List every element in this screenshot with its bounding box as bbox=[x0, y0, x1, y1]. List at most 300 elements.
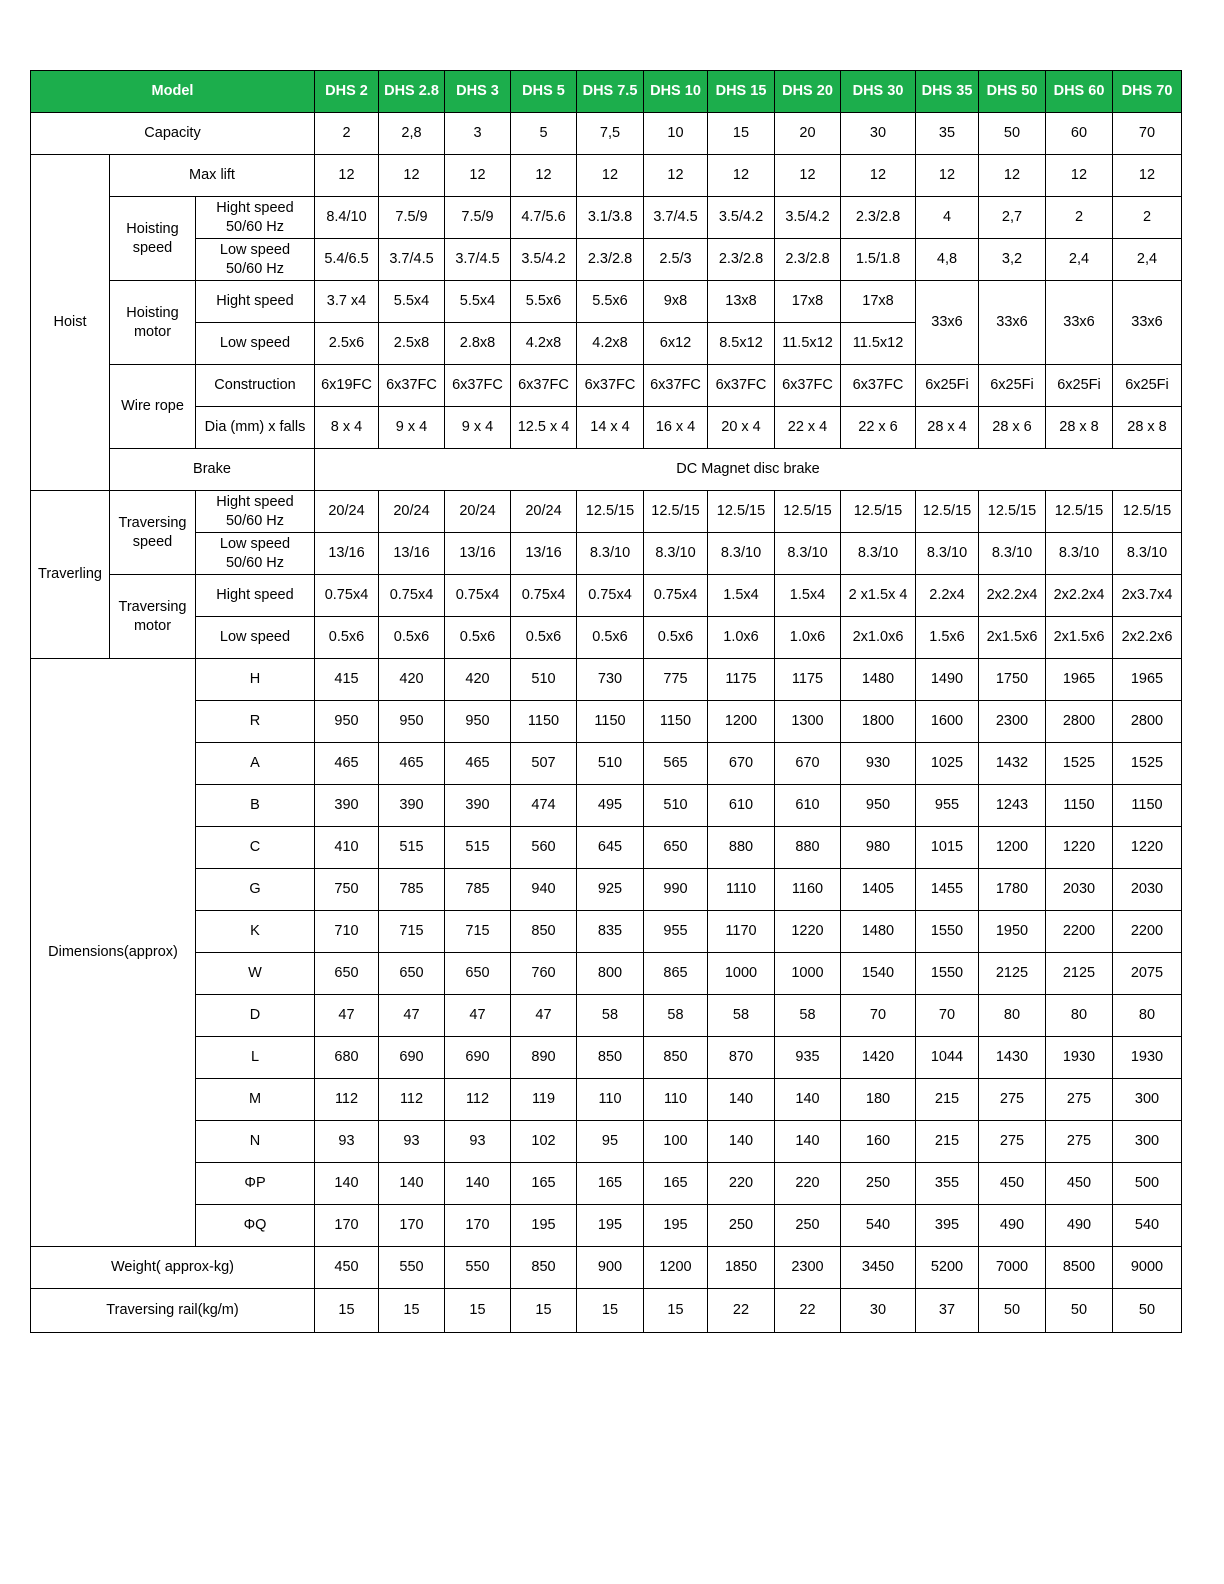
hoisting-motor-high-value: 5.5x6 bbox=[511, 281, 577, 323]
traversing-rail-value: 15 bbox=[379, 1289, 445, 1333]
dimension-value: 47 bbox=[379, 995, 445, 1037]
dimension-value: 58 bbox=[775, 995, 841, 1037]
traversing-speed-label: Traversing speed bbox=[110, 491, 196, 575]
hoisting-motor-low-value: 8.5x12 bbox=[708, 323, 775, 365]
traversing-motor-low-label: Low speed bbox=[196, 617, 315, 659]
dimension-value: 880 bbox=[775, 827, 841, 869]
dimension-value: 390 bbox=[379, 785, 445, 827]
wire-rope-construction-value: 6x37FC bbox=[511, 365, 577, 407]
dimension-row bbox=[31, 995, 1182, 1037]
dimension-value: 1800 bbox=[841, 701, 916, 743]
hoisting-speed-low-label: Low speed 50/60 Hz bbox=[196, 239, 315, 281]
traversing-motor-low-value: 0.5x6 bbox=[445, 617, 511, 659]
dimension-value: 390 bbox=[445, 785, 511, 827]
hoisting-motor-merged-value: 33x6 bbox=[1046, 281, 1113, 365]
dimension-value: 1930 bbox=[1113, 1037, 1182, 1079]
hoisting-speed-high-value: 3.1/3.8 bbox=[577, 197, 644, 239]
dimension-value: 195 bbox=[577, 1205, 644, 1247]
traversing-motor-low-value: 0.5x6 bbox=[379, 617, 445, 659]
capacity-value: 30 bbox=[841, 113, 916, 155]
dimension-value: 275 bbox=[979, 1121, 1046, 1163]
dimension-value: 1780 bbox=[979, 869, 1046, 911]
dimension-value: 390 bbox=[315, 785, 379, 827]
dimension-value: 275 bbox=[1046, 1121, 1113, 1163]
dimension-symbol: G bbox=[196, 869, 315, 911]
hoisting-speed-high-value: 3.7/4.5 bbox=[644, 197, 708, 239]
dimension-symbol: ΦQ bbox=[196, 1205, 315, 1247]
dimension-value: 760 bbox=[511, 953, 577, 995]
dimension-value: 140 bbox=[708, 1121, 775, 1163]
dimension-row bbox=[31, 1163, 1182, 1205]
dimension-value: 1930 bbox=[1046, 1037, 1113, 1079]
traversing-speed-low-value: 8.3/10 bbox=[708, 533, 775, 575]
dimension-value: 165 bbox=[511, 1163, 577, 1205]
traversing-speed-low-value: 8.3/10 bbox=[979, 533, 1046, 575]
max-lift-value: 12 bbox=[379, 155, 445, 197]
dimension-value: 1044 bbox=[916, 1037, 979, 1079]
dimension-value: 220 bbox=[708, 1163, 775, 1205]
traversing-speed-low-value: 13/16 bbox=[379, 533, 445, 575]
dimension-value: 165 bbox=[577, 1163, 644, 1205]
brake-value: DC Magnet disc brake bbox=[315, 449, 1182, 491]
wire-rope-dia-row bbox=[31, 407, 1182, 449]
weight-value: 1200 bbox=[644, 1247, 708, 1289]
wire-rope-dia-value: 22 x 4 bbox=[775, 407, 841, 449]
header-model-name: DHS 7.5 bbox=[577, 71, 644, 113]
header-model-name: DHS 15 bbox=[708, 71, 775, 113]
dimensions-label: Dimensions(approx) bbox=[31, 659, 196, 1247]
dimension-symbol: A bbox=[196, 743, 315, 785]
traversing-speed-high-value: 12.5/15 bbox=[841, 491, 916, 533]
dimension-value: 474 bbox=[511, 785, 577, 827]
max-lift-row bbox=[31, 155, 1182, 197]
weight-value: 7000 bbox=[979, 1247, 1046, 1289]
dimension-value: 1160 bbox=[775, 869, 841, 911]
dimension-value: 2800 bbox=[1046, 701, 1113, 743]
dimension-value: 355 bbox=[916, 1163, 979, 1205]
dimension-value: 140 bbox=[775, 1079, 841, 1121]
hoisting-speed-low-value: 1.5/1.8 bbox=[841, 239, 916, 281]
dimension-value: 750 bbox=[315, 869, 379, 911]
dimension-value: 112 bbox=[445, 1079, 511, 1121]
wire-rope-construction-value: 6x37FC bbox=[841, 365, 916, 407]
traversing-rail-value: 50 bbox=[1113, 1289, 1182, 1333]
hoisting-speed-label: Hoisting speed bbox=[110, 197, 196, 281]
traversing-speed-high-label: Hight speed 50/60 Hz bbox=[196, 491, 315, 533]
traversing-motor-low-value: 2x1.0x6 bbox=[841, 617, 916, 659]
wire-rope-construction-value: 6x37FC bbox=[708, 365, 775, 407]
dimension-symbol: ΦP bbox=[196, 1163, 315, 1205]
dimension-row bbox=[31, 1037, 1182, 1079]
dimension-value: 93 bbox=[315, 1121, 379, 1163]
wire-rope-dia-value: 22 x 6 bbox=[841, 407, 916, 449]
dimension-value: 650 bbox=[379, 953, 445, 995]
hoisting-motor-high-value: 5.5x6 bbox=[577, 281, 644, 323]
hoisting-motor-merged-value: 33x6 bbox=[1113, 281, 1182, 365]
dimension-value: 1525 bbox=[1046, 743, 1113, 785]
max-lift-value: 12 bbox=[1113, 155, 1182, 197]
dimension-value: 58 bbox=[577, 995, 644, 1037]
dimension-symbol: K bbox=[196, 911, 315, 953]
dimension-value: 110 bbox=[644, 1079, 708, 1121]
dimension-value: 1220 bbox=[775, 911, 841, 953]
capacity-value: 2 bbox=[315, 113, 379, 155]
dimension-row bbox=[31, 827, 1182, 869]
traversing-speed-high-value: 12.5/15 bbox=[1046, 491, 1113, 533]
hoisting-motor-low-value: 2.5x8 bbox=[379, 323, 445, 365]
dimension-value: 950 bbox=[315, 701, 379, 743]
dimension-value: 650 bbox=[644, 827, 708, 869]
brake-label: Brake bbox=[110, 449, 315, 491]
traversing-motor-low-value: 2x2.2x6 bbox=[1113, 617, 1182, 659]
header-model-name: DHS 2 bbox=[315, 71, 379, 113]
wire-rope-construction-value: 6x37FC bbox=[445, 365, 511, 407]
hoisting-speed-high-value: 7.5/9 bbox=[379, 197, 445, 239]
traversing-motor-high-row bbox=[31, 575, 1182, 617]
dimension-value: 1550 bbox=[916, 911, 979, 953]
hoist-group-label: Hoist bbox=[31, 155, 110, 491]
traversing-motor-label: Traversing motor bbox=[110, 575, 196, 659]
dimension-value: 1490 bbox=[916, 659, 979, 701]
hoisting-motor-high-value: 17x8 bbox=[775, 281, 841, 323]
max-lift-label: Max lift bbox=[110, 155, 315, 197]
traversing-speed-low-value: 13/16 bbox=[315, 533, 379, 575]
traversing-motor-low-value: 1.5x6 bbox=[916, 617, 979, 659]
hoisting-motor-high-value: 13x8 bbox=[708, 281, 775, 323]
capacity-value: 70 bbox=[1113, 113, 1182, 155]
dimension-value: 250 bbox=[708, 1205, 775, 1247]
hoisting-motor-low-value: 2.5x6 bbox=[315, 323, 379, 365]
hoisting-speed-low-value: 2.5/3 bbox=[644, 239, 708, 281]
dimension-value: 1110 bbox=[708, 869, 775, 911]
wire-rope-dia-value: 12.5 x 4 bbox=[511, 407, 577, 449]
hoisting-motor-label: Hoisting motor bbox=[110, 281, 196, 365]
dimension-value: 1432 bbox=[979, 743, 1046, 785]
traversing-speed-high-value: 12.5/15 bbox=[644, 491, 708, 533]
dimension-row bbox=[31, 659, 1182, 701]
dimension-value: 690 bbox=[379, 1037, 445, 1079]
wire-rope-dia-value: 28 x 4 bbox=[916, 407, 979, 449]
header-model-name: DHS 3 bbox=[445, 71, 511, 113]
dimension-value: 2030 bbox=[1113, 869, 1182, 911]
dimension-value: 730 bbox=[577, 659, 644, 701]
traversing-motor-high-value: 0.75x4 bbox=[644, 575, 708, 617]
max-lift-value: 12 bbox=[708, 155, 775, 197]
dimension-value: 195 bbox=[511, 1205, 577, 1247]
dimension-value: 1430 bbox=[979, 1037, 1046, 1079]
hoisting-speed-low-value: 2.3/2.8 bbox=[708, 239, 775, 281]
weight-value: 1850 bbox=[708, 1247, 775, 1289]
dimension-value: 250 bbox=[775, 1205, 841, 1247]
dimension-value: 215 bbox=[916, 1079, 979, 1121]
dimension-value: 1015 bbox=[916, 827, 979, 869]
dimension-value: 465 bbox=[315, 743, 379, 785]
wire-rope-dia-value: 9 x 4 bbox=[445, 407, 511, 449]
dimension-symbol: B bbox=[196, 785, 315, 827]
dimension-value: 250 bbox=[841, 1163, 916, 1205]
dimension-value: 300 bbox=[1113, 1079, 1182, 1121]
header-model-name: DHS 20 bbox=[775, 71, 841, 113]
dimension-symbol: H bbox=[196, 659, 315, 701]
dimension-value: 2125 bbox=[979, 953, 1046, 995]
capacity-value: 10 bbox=[644, 113, 708, 155]
max-lift-value: 12 bbox=[979, 155, 1046, 197]
weight-value: 8500 bbox=[1046, 1247, 1113, 1289]
wire-rope-construction-row bbox=[31, 365, 1182, 407]
capacity-label: Capacity bbox=[31, 113, 315, 155]
dimension-value: 2300 bbox=[979, 701, 1046, 743]
dimension-value: 800 bbox=[577, 953, 644, 995]
max-lift-value: 12 bbox=[511, 155, 577, 197]
dimension-value: 870 bbox=[708, 1037, 775, 1079]
traversing-motor-high-value: 0.75x4 bbox=[379, 575, 445, 617]
dimension-value: 1220 bbox=[1046, 827, 1113, 869]
hoisting-motor-high-value: 3.7 x4 bbox=[315, 281, 379, 323]
dimension-value: 1200 bbox=[708, 701, 775, 743]
dimension-value: 560 bbox=[511, 827, 577, 869]
dimension-value: 1150 bbox=[1046, 785, 1113, 827]
dimension-row bbox=[31, 1205, 1182, 1247]
wire-rope-dia-value: 20 x 4 bbox=[708, 407, 775, 449]
header-model-name: DHS 2.8 bbox=[379, 71, 445, 113]
weight-value: 550 bbox=[445, 1247, 511, 1289]
wire-rope-construction-value: 6x19FC bbox=[315, 365, 379, 407]
hoisting-speed-low-value: 5.4/6.5 bbox=[315, 239, 379, 281]
dimension-value: 1455 bbox=[916, 869, 979, 911]
traversing-speed-high-row bbox=[31, 491, 1182, 533]
dimension-value: 170 bbox=[379, 1205, 445, 1247]
dimension-value: 980 bbox=[841, 827, 916, 869]
dimension-value: 990 bbox=[644, 869, 708, 911]
header-model-name: DHS 50 bbox=[979, 71, 1046, 113]
dimension-value: 1170 bbox=[708, 911, 775, 953]
hoisting-motor-low-value: 2.8x8 bbox=[445, 323, 511, 365]
dimension-value: 890 bbox=[511, 1037, 577, 1079]
traversing-motor-low-value: 1.0x6 bbox=[775, 617, 841, 659]
dimension-value: 1243 bbox=[979, 785, 1046, 827]
dimension-value: 70 bbox=[841, 995, 916, 1037]
dimension-row bbox=[31, 1121, 1182, 1163]
dimension-value: 2200 bbox=[1046, 911, 1113, 953]
wire-rope-construction-value: 6x25Fi bbox=[1046, 365, 1113, 407]
traversing-speed-high-value: 12.5/15 bbox=[708, 491, 775, 533]
dimension-value: 1175 bbox=[708, 659, 775, 701]
dimension-value: 955 bbox=[644, 911, 708, 953]
wire-rope-construction-value: 6x37FC bbox=[379, 365, 445, 407]
wire-rope-dia-value: 16 x 4 bbox=[644, 407, 708, 449]
weight-value: 850 bbox=[511, 1247, 577, 1289]
dimension-value: 785 bbox=[445, 869, 511, 911]
wire-rope-construction-value: 6x37FC bbox=[644, 365, 708, 407]
capacity-value: 50 bbox=[979, 113, 1046, 155]
hoisting-speed-low-value: 2.3/2.8 bbox=[775, 239, 841, 281]
dimension-value: 1750 bbox=[979, 659, 1046, 701]
traversing-motor-high-value: 0.75x4 bbox=[445, 575, 511, 617]
hoisting-speed-low-value: 3.7/4.5 bbox=[445, 239, 511, 281]
dimension-value: 47 bbox=[445, 995, 511, 1037]
dimension-value: 940 bbox=[511, 869, 577, 911]
traversing-rail-value: 50 bbox=[979, 1289, 1046, 1333]
dimension-value: 140 bbox=[315, 1163, 379, 1205]
wire-rope-label: Wire rope bbox=[110, 365, 196, 449]
capacity-row bbox=[31, 113, 1182, 155]
traversing-speed-low-value: 13/16 bbox=[511, 533, 577, 575]
dimension-value: 1540 bbox=[841, 953, 916, 995]
dimension-value: 220 bbox=[775, 1163, 841, 1205]
traversing-speed-low-value: 8.3/10 bbox=[841, 533, 916, 575]
traversing-speed-high-value: 20/24 bbox=[315, 491, 379, 533]
dimension-value: 865 bbox=[644, 953, 708, 995]
hoisting-motor-high-label: Hight speed bbox=[196, 281, 315, 323]
traversing-rail-value: 15 bbox=[445, 1289, 511, 1333]
dimension-value: 1405 bbox=[841, 869, 916, 911]
dimension-value: 925 bbox=[577, 869, 644, 911]
wire-rope-dia-value: 28 x 8 bbox=[1113, 407, 1182, 449]
dimension-value: 80 bbox=[979, 995, 1046, 1037]
dimension-value: 160 bbox=[841, 1121, 916, 1163]
dimension-value: 930 bbox=[841, 743, 916, 785]
hoisting-motor-high-value: 9x8 bbox=[644, 281, 708, 323]
traversing-speed-high-value: 20/24 bbox=[511, 491, 577, 533]
dimension-value: 80 bbox=[1046, 995, 1113, 1037]
traversing-speed-low-value: 8.3/10 bbox=[916, 533, 979, 575]
dimension-value: 180 bbox=[841, 1079, 916, 1121]
traversing-motor-high-value: 0.75x4 bbox=[315, 575, 379, 617]
traversing-speed-high-value: 12.5/15 bbox=[577, 491, 644, 533]
traversing-rail-value: 22 bbox=[708, 1289, 775, 1333]
dimension-value: 410 bbox=[315, 827, 379, 869]
wire-rope-dia-value: 28 x 6 bbox=[979, 407, 1046, 449]
dimension-value: 510 bbox=[644, 785, 708, 827]
wire-rope-dia-value: 8 x 4 bbox=[315, 407, 379, 449]
dimension-value: 785 bbox=[379, 869, 445, 911]
hoisting-motor-low-value: 4.2x8 bbox=[511, 323, 577, 365]
traversing-rail-value: 37 bbox=[916, 1289, 979, 1333]
dimension-value: 1550 bbox=[916, 953, 979, 995]
header-model-name: DHS 30 bbox=[841, 71, 916, 113]
dimension-value: 1200 bbox=[979, 827, 1046, 869]
hoisting-speed-high-value: 2 bbox=[1113, 197, 1182, 239]
dimension-value: 47 bbox=[511, 995, 577, 1037]
dimension-value: 950 bbox=[445, 701, 511, 743]
dimension-value: 275 bbox=[1046, 1079, 1113, 1121]
dimension-value: 70 bbox=[916, 995, 979, 1037]
dimension-value: 490 bbox=[979, 1205, 1046, 1247]
dimension-value: 680 bbox=[315, 1037, 379, 1079]
capacity-value: 7,5 bbox=[577, 113, 644, 155]
traversing-speed-low-label: Low speed 50/60 Hz bbox=[196, 533, 315, 575]
traversing-speed-high-value: 12.5/15 bbox=[916, 491, 979, 533]
traversing-speed-low-value: 8.3/10 bbox=[1113, 533, 1182, 575]
hoisting-motor-low-value: 6x12 bbox=[644, 323, 708, 365]
max-lift-value: 12 bbox=[916, 155, 979, 197]
dimension-value: 1025 bbox=[916, 743, 979, 785]
traversing-speed-low-value: 13/16 bbox=[445, 533, 511, 575]
dimension-value: 1480 bbox=[841, 911, 916, 953]
max-lift-value: 12 bbox=[315, 155, 379, 197]
dimension-value: 300 bbox=[1113, 1121, 1182, 1163]
hoisting-speed-low-value: 2.3/2.8 bbox=[577, 239, 644, 281]
traversing-speed-low-value: 8.3/10 bbox=[1046, 533, 1113, 575]
weight-value: 550 bbox=[379, 1247, 445, 1289]
traversing-speed-high-value: 20/24 bbox=[379, 491, 445, 533]
dimension-value: 610 bbox=[708, 785, 775, 827]
traversing-rail-row bbox=[31, 1289, 1182, 1333]
dimension-value: 2125 bbox=[1046, 953, 1113, 995]
dimension-value: 715 bbox=[445, 911, 511, 953]
header-model-name: DHS 5 bbox=[511, 71, 577, 113]
hoisting-speed-low-value: 3,2 bbox=[979, 239, 1046, 281]
header-model-label: Model bbox=[31, 71, 315, 113]
dimension-value: 495 bbox=[577, 785, 644, 827]
header-model-name: DHS 35 bbox=[916, 71, 979, 113]
dimension-value: 650 bbox=[315, 953, 379, 995]
dimension-value: 93 bbox=[379, 1121, 445, 1163]
traversing-motor-low-row bbox=[31, 617, 1182, 659]
hoisting-speed-high-value: 3.5/4.2 bbox=[775, 197, 841, 239]
dimension-row bbox=[31, 701, 1182, 743]
dimension-value: 170 bbox=[445, 1205, 511, 1247]
dimension-value: 1150 bbox=[511, 701, 577, 743]
brake-row bbox=[31, 449, 1182, 491]
dimension-value: 275 bbox=[979, 1079, 1046, 1121]
dimension-value: 140 bbox=[775, 1121, 841, 1163]
dimension-value: 715 bbox=[379, 911, 445, 953]
header-model-name: DHS 10 bbox=[644, 71, 708, 113]
dimension-value: 690 bbox=[445, 1037, 511, 1079]
capacity-value: 20 bbox=[775, 113, 841, 155]
dimension-symbol: C bbox=[196, 827, 315, 869]
dimension-value: 610 bbox=[775, 785, 841, 827]
dimension-value: 1420 bbox=[841, 1037, 916, 1079]
dimension-value: 395 bbox=[916, 1205, 979, 1247]
wire-rope-construction-value: 6x37FC bbox=[577, 365, 644, 407]
dimension-value: 1175 bbox=[775, 659, 841, 701]
dimension-value: 540 bbox=[841, 1205, 916, 1247]
dimension-value: 540 bbox=[1113, 1205, 1182, 1247]
dimension-value: 2200 bbox=[1113, 911, 1182, 953]
dimension-value: 500 bbox=[1113, 1163, 1182, 1205]
hoisting-speed-high-value: 2 bbox=[1046, 197, 1113, 239]
dimension-value: 140 bbox=[708, 1079, 775, 1121]
traversing-speed-high-value: 12.5/15 bbox=[775, 491, 841, 533]
dimension-value: 465 bbox=[379, 743, 445, 785]
traversing-speed-low-value: 8.3/10 bbox=[577, 533, 644, 575]
dimension-value: 95 bbox=[577, 1121, 644, 1163]
dimension-value: 490 bbox=[1046, 1205, 1113, 1247]
hoisting-speed-high-value: 4.7/5.6 bbox=[511, 197, 577, 239]
traversing-motor-low-value: 0.5x6 bbox=[577, 617, 644, 659]
traversing-speed-low-row bbox=[31, 533, 1182, 575]
dimension-value: 93 bbox=[445, 1121, 511, 1163]
header-model-name: DHS 60 bbox=[1046, 71, 1113, 113]
traversing-rail-value: 50 bbox=[1046, 1289, 1113, 1333]
spec-table-body bbox=[31, 71, 1182, 1333]
dimension-value: 950 bbox=[379, 701, 445, 743]
traversing-motor-low-value: 0.5x6 bbox=[315, 617, 379, 659]
dimension-value: 510 bbox=[577, 743, 644, 785]
dimension-value: 1600 bbox=[916, 701, 979, 743]
dimension-value: 1000 bbox=[775, 953, 841, 995]
max-lift-value: 12 bbox=[1046, 155, 1113, 197]
traversing-motor-high-value: 0.75x4 bbox=[577, 575, 644, 617]
weight-value: 2300 bbox=[775, 1247, 841, 1289]
traversing-motor-low-value: 0.5x6 bbox=[511, 617, 577, 659]
dimension-value: 1965 bbox=[1046, 659, 1113, 701]
wire-rope-dia-value: 14 x 4 bbox=[577, 407, 644, 449]
dimension-value: 1000 bbox=[708, 953, 775, 995]
dimension-row bbox=[31, 869, 1182, 911]
